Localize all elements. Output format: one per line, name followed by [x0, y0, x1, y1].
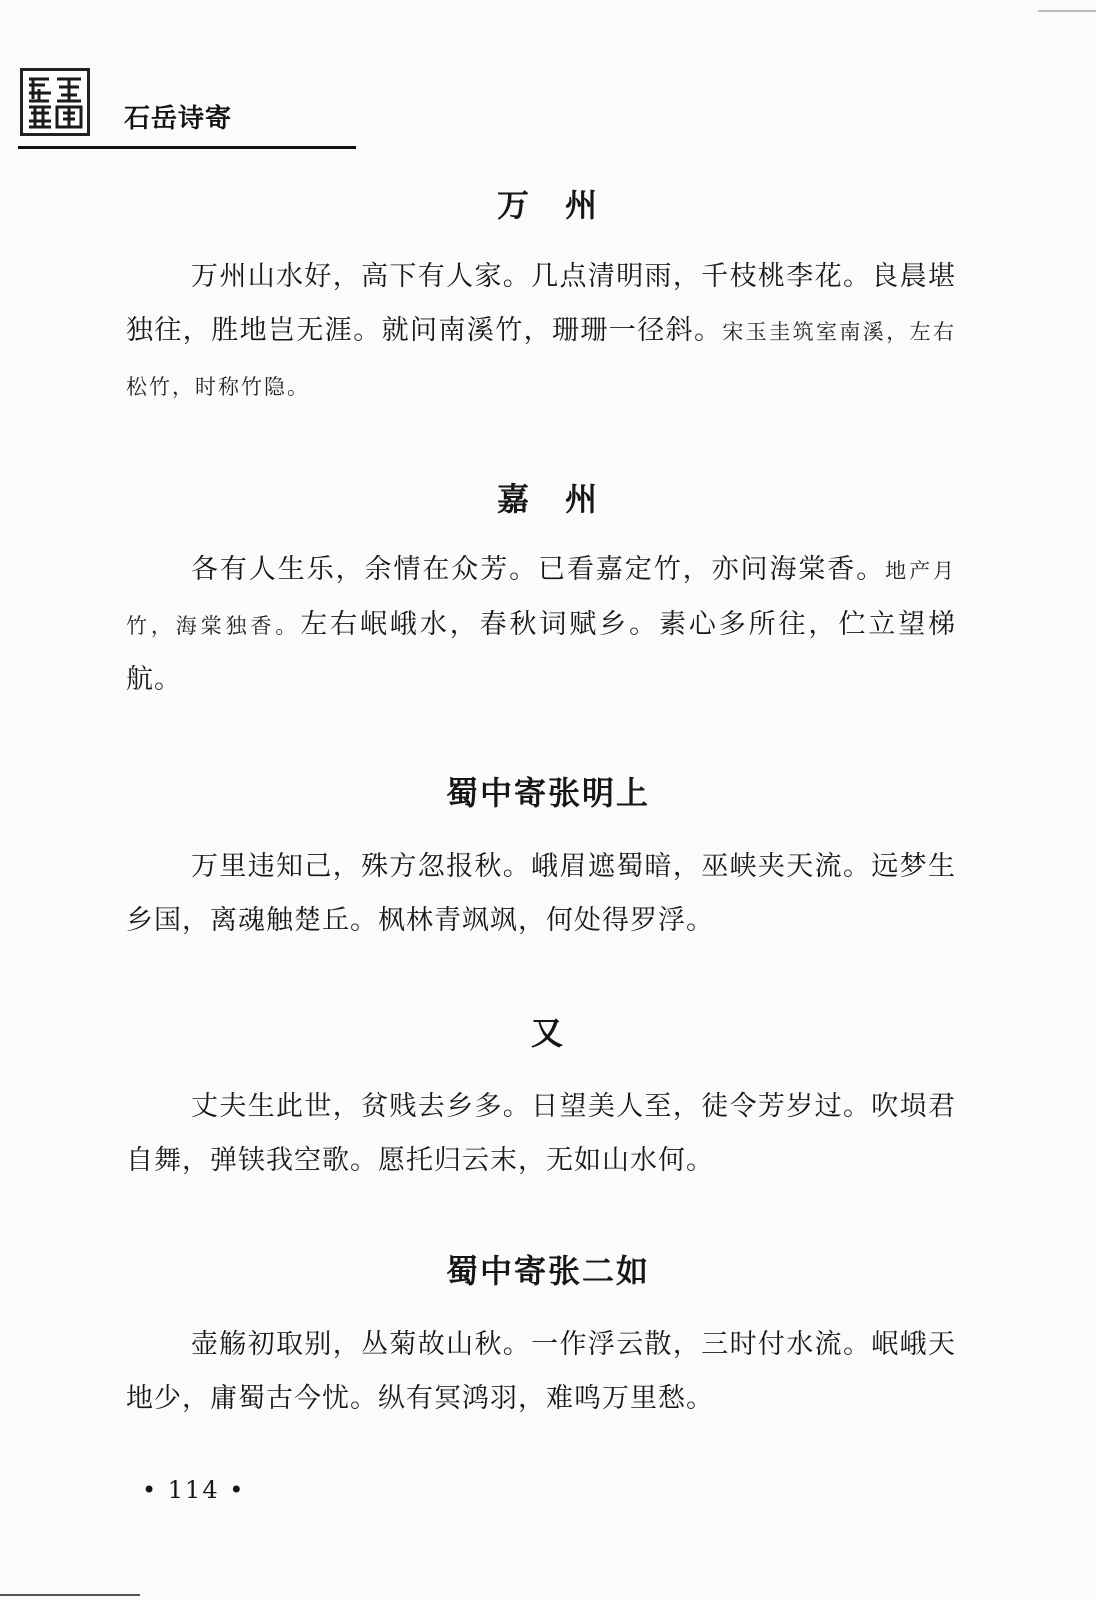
scan-edge-mark — [1038, 0, 1096, 12]
poem-title-shuzhong-zhang-mingshang: 蜀中寄张明上 — [445, 774, 650, 812]
book-title: 石岳诗寄 — [124, 104, 233, 134]
poem-text-part2: 左右岷峨水，春秋词赋乡。素心多所往，伫立望梯航。 — [126, 609, 956, 695]
poem-body-jiazhou — [126, 543, 956, 707]
poem-body-you: 丈夫生此世，贫贱去乡多。日望美人至，徒令芳岁过。吹埙君自舞，弹铗我空歌。愿托归云末，无如山水何。 — [126, 1091, 956, 1176]
poem-text-part1: 各有人生乐，余情在众芳。已看嘉定竹，亦问海棠香。 — [191, 554, 886, 585]
poem-title-you: 又 — [530, 1014, 565, 1052]
page-number: • 114 • — [142, 1476, 246, 1504]
poem-title-jiazhou: 嘉 州 — [496, 480, 599, 518]
poem-text: 万州山水好，高下有人家。几点清明雨，千枝桃李花。良晨堪独往，胜地岂无涯。就问南溪竹，珊珊一径斜。 — [126, 261, 956, 346]
poem-body-wanzhou — [126, 250, 956, 414]
poem-title-wanzhou: 万 州 — [496, 186, 599, 224]
poem-body-shuzhong-zhang-mingshang: 万里违知己，殊方忽报秋。峨眉遮蜀暗，巫峡夹天流。远梦生乡国，离魂触楚丘。枫林青飒飒，何处得罗浮。 — [126, 851, 956, 936]
poem-note: 地产月竹，海棠独香。 — [126, 559, 957, 638]
seal-stamp-icon — [20, 68, 90, 136]
poem-body-shuzhong-zhang-erru: 壶觞初取别，丛菊故山秋。一作浮云散，三时付水流。岷峨天地少，庸蜀古今忧。纵有冥鸿羽，难鸣万里愁。 — [126, 1329, 956, 1414]
running-header — [18, 62, 358, 154]
poem-title-shuzhong-zhang-erru: 蜀中寄张二如 — [445, 1252, 650, 1290]
poem-note: 宋玉圭筑室南溪，左右松竹，时称竹隐。 — [126, 320, 957, 399]
scan-bottom-mark — [0, 1594, 140, 1596]
header-rule — [18, 146, 356, 149]
